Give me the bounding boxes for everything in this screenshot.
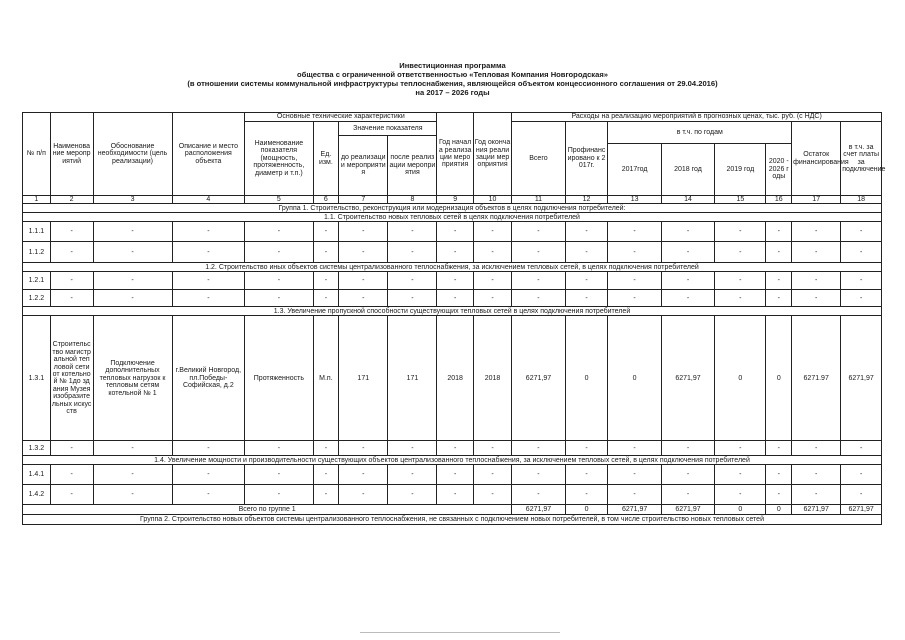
row-number: 1.3.1 — [23, 316, 51, 441]
col-2018-header: 2018 год — [661, 144, 714, 196]
empty-value-cell: - — [512, 222, 565, 242]
empty-value-cell: - — [388, 465, 437, 485]
row-financed: 0 — [565, 316, 608, 441]
empty-value-cell: - — [841, 485, 882, 505]
empty-value-cell: - — [792, 441, 841, 456]
column-numbers-row — [23, 196, 882, 204]
col-total-header: Всего — [512, 122, 565, 196]
group-2-heading: Группа 2. Строительство новых объектов системы централизованного теплоснабжения, не связанных с подключением новых потребителей, в том числе строительство новых тепловых сетей — [23, 515, 882, 525]
empty-value-cell: - — [715, 222, 766, 242]
empty-value-cell: - — [565, 222, 608, 242]
empty-value-cell: - — [313, 242, 339, 263]
value-group-header: Значение показателя — [339, 122, 437, 136]
empty-value-cell: - — [172, 485, 245, 505]
total-remaining: 6271,97 — [792, 505, 841, 515]
row-fee: 6271,97 — [841, 316, 882, 441]
empty-value-cell: - — [661, 465, 714, 485]
empty-value-cell: - — [172, 272, 245, 290]
col-fee-header: в т.ч. за счет платы за подключение — [841, 122, 882, 196]
empty-value-cell: - — [93, 242, 172, 263]
column-number: 12 — [565, 196, 608, 204]
empty-value-cell: - — [339, 465, 388, 485]
empty-value-cell: - — [565, 272, 608, 290]
empty-value-cell: - — [512, 441, 565, 456]
empty-value-cell: - — [512, 242, 565, 263]
costs-header: Расходы на реализацию мероприятий в прогнозных ценах, тыс. руб. (с НДС) — [512, 113, 882, 122]
empty-value-cell: - — [661, 242, 714, 263]
row-justification: Подключение дополнительных тепловых нагрузок к тепловым сетям котельной № 1 — [93, 316, 172, 441]
column-number: 15 — [715, 196, 766, 204]
section-1-3-heading: 1.3. Увеличение пропускной способности существующих тепловых сетей в целях подключения потребителей — [23, 307, 882, 316]
column-number: 11 — [512, 196, 565, 204]
empty-value-cell: - — [715, 290, 766, 307]
empty-value-cell: - — [715, 485, 766, 505]
empty-value-cell: - — [172, 222, 245, 242]
total-fee: 6271,97 — [841, 505, 882, 515]
empty-value-cell: - — [766, 485, 792, 505]
column-number: 3 — [93, 196, 172, 204]
total-sum: 6271,97 — [512, 505, 565, 515]
column-number: 17 — [792, 196, 841, 204]
empty-value-cell: - — [172, 242, 245, 263]
empty-value-cell: - — [50, 242, 93, 263]
empty-value-cell: - — [841, 290, 882, 307]
empty-value-cell: - — [661, 222, 714, 242]
empty-value-cell: - — [339, 441, 388, 456]
row-number: 1.4.1 — [23, 465, 51, 485]
empty-value-cell: - — [93, 441, 172, 456]
empty-value-cell: - — [437, 272, 473, 290]
col-year-end-header: Год окончания реализации мероприятия — [473, 113, 511, 196]
col-2017-header: 2017год — [608, 144, 661, 196]
row-year-start: 2018 — [437, 316, 473, 441]
section-1-4-heading: 1.4. Увеличение мощности и производительности существующих объектов централизованного теплоснабжения, за исключением тепловых сетей, в целях подключения потребителей — [23, 456, 882, 465]
empty-value-cell: - — [473, 485, 511, 505]
col-num-header: № п/п — [23, 113, 51, 196]
empty-value-cell: - — [172, 441, 245, 456]
empty-value-cell: - — [841, 272, 882, 290]
total-2019: 0 — [715, 505, 766, 515]
empty-value-cell: - — [565, 242, 608, 263]
section-1-1-heading: 1.1. Строительство новых тепловых сетей в целях подключения потребителей — [23, 213, 882, 222]
column-number: 14 — [661, 196, 714, 204]
row-value-before: 171 — [339, 316, 388, 441]
empty-value-cell: - — [766, 242, 792, 263]
empty-value-cell: - — [715, 441, 766, 456]
tech-characteristics-header: Основные технические характеристики — [245, 113, 437, 122]
empty-value-cell: - — [661, 272, 714, 290]
col-financed-header: Профинансировано к 2017г. — [565, 122, 608, 196]
col-remaining-header: Остаток финансирования — [792, 122, 841, 196]
empty-value-cell: - — [388, 222, 437, 242]
column-number: 10 — [473, 196, 511, 204]
empty-value-cell: - — [437, 290, 473, 307]
doc-title: Инвестиционная программа — [399, 61, 506, 70]
empty-value-cell: - — [473, 465, 511, 485]
empty-value-cell: - — [388, 272, 437, 290]
empty-value-cell: - — [437, 485, 473, 505]
row-number: 1.1.2 — [23, 242, 51, 263]
empty-value-cell: - — [93, 485, 172, 505]
row-2019: 0 — [715, 316, 766, 441]
empty-value-cell: - — [93, 222, 172, 242]
row-name: Строительство магистральной тепловой сети от котельной № 1до здания Музея изобразительных искусств — [50, 316, 93, 441]
empty-value-cell: - — [339, 290, 388, 307]
empty-value-cell: - — [766, 272, 792, 290]
table-row — [23, 441, 882, 456]
column-number: 18 — [841, 196, 882, 204]
section-1-2-heading: 1.2. Строительство иных объектов системы централизованного теплоснабжения, за исключением тепловых сетей, в целях подключения потребителей — [23, 263, 882, 272]
empty-value-cell: - — [473, 290, 511, 307]
row-number: 1.1.1 — [23, 222, 51, 242]
column-number: 9 — [437, 196, 473, 204]
col-unit-header: Ед. изм. — [313, 122, 339, 196]
empty-value-cell: - — [841, 465, 882, 485]
empty-value-cell: - — [93, 290, 172, 307]
empty-value-cell: - — [841, 242, 882, 263]
empty-value-cell: - — [792, 222, 841, 242]
table-row — [23, 465, 882, 485]
table-row — [23, 272, 882, 290]
empty-value-cell: - — [473, 441, 511, 456]
empty-value-cell: - — [766, 290, 792, 307]
total-group-1-label: Всего по группе 1 — [23, 505, 512, 515]
empty-value-cell: - — [388, 485, 437, 505]
empty-value-cell: - — [437, 242, 473, 263]
col-justification-header: Обоснование необходимости (цель реализации) — [93, 113, 172, 196]
column-number: 8 — [388, 196, 437, 204]
empty-value-cell: - — [841, 441, 882, 456]
empty-value-cell: - — [608, 465, 661, 485]
row-number: 1.2.2 — [23, 290, 51, 307]
column-number: 4 — [172, 196, 245, 204]
empty-value-cell: - — [473, 222, 511, 242]
empty-value-cell: - — [245, 465, 313, 485]
empty-value-cell: - — [608, 272, 661, 290]
empty-value-cell: - — [339, 242, 388, 263]
empty-value-cell: - — [339, 272, 388, 290]
empty-value-cell: - — [565, 485, 608, 505]
empty-value-cell: - — [565, 465, 608, 485]
col-description-header: Описание и место расположения объекта — [172, 113, 245, 196]
column-number: 2 — [50, 196, 93, 204]
empty-value-cell: - — [313, 441, 339, 456]
empty-value-cell: - — [437, 222, 473, 242]
row-number: 1.2.1 — [23, 272, 51, 290]
total-2018: 6271,97 — [661, 505, 714, 515]
col-indicator-header: Наименование показателя (мощность, протяженность, диаметр и т.п.) — [245, 122, 313, 196]
empty-value-cell: - — [792, 272, 841, 290]
empty-value-cell: - — [512, 485, 565, 505]
empty-value-cell: - — [766, 441, 792, 456]
empty-value-cell: - — [339, 222, 388, 242]
column-number: 6 — [313, 196, 339, 204]
empty-value-cell: - — [608, 290, 661, 307]
empty-value-cell: - — [608, 242, 661, 263]
empty-value-cell: - — [388, 290, 437, 307]
empty-value-cell: - — [172, 290, 245, 307]
page-footer-rule — [360, 632, 560, 633]
empty-value-cell: - — [388, 242, 437, 263]
empty-value-cell: - — [93, 465, 172, 485]
empty-value-cell: - — [313, 272, 339, 290]
table-row — [23, 242, 882, 263]
empty-value-cell: - — [608, 485, 661, 505]
empty-value-cell: - — [792, 242, 841, 263]
empty-value-cell: - — [661, 290, 714, 307]
row-indicator: Протяженность — [245, 316, 313, 441]
empty-value-cell: - — [313, 485, 339, 505]
empty-value-cell: - — [792, 485, 841, 505]
col-2019-header: 2019 год — [715, 144, 766, 196]
empty-value-cell: - — [50, 222, 93, 242]
empty-value-cell: - — [172, 465, 245, 485]
empty-value-cell: - — [388, 441, 437, 456]
empty-value-cell: - — [715, 242, 766, 263]
doc-subtitle-system: (в отношении системы коммунальной инфраструктуры теплоснабжения, являющейся объектом концессионного соглашения от 29.04.2016) — [187, 79, 718, 88]
row-year-end: 2018 — [473, 316, 511, 441]
empty-value-cell: - — [313, 222, 339, 242]
table-row-1-3-1 — [23, 316, 882, 441]
row-description: г.Великий Новгород, пл.Победы-Софийская, д.2 — [172, 316, 245, 441]
empty-value-cell: - — [50, 272, 93, 290]
row-unit: М.п. — [313, 316, 339, 441]
empty-value-cell: - — [245, 242, 313, 263]
table-row — [23, 290, 882, 307]
total-2017: 6271,97 — [608, 505, 661, 515]
table-row — [23, 222, 882, 242]
doc-subtitle-period: на 2017 – 2026 годы — [415, 88, 490, 97]
empty-value-cell: - — [661, 485, 714, 505]
empty-value-cell: - — [313, 465, 339, 485]
empty-value-cell: - — [437, 441, 473, 456]
table-row — [23, 485, 882, 505]
empty-value-cell: - — [50, 465, 93, 485]
col-2020-2026-header: 2020 - 2026 годы — [766, 144, 792, 196]
empty-value-cell: - — [608, 222, 661, 242]
empty-value-cell: - — [93, 272, 172, 290]
column-number: 5 — [245, 196, 313, 204]
column-number: 1 — [23, 196, 51, 204]
row-2020-2026: 0 — [766, 316, 792, 441]
empty-value-cell: - — [313, 290, 339, 307]
empty-value-cell: - — [50, 485, 93, 505]
row-2017: 0 — [608, 316, 661, 441]
row-remaining: 6271.97 — [792, 316, 841, 441]
row-number: 1.3.2 — [23, 441, 51, 456]
empty-value-cell: - — [245, 272, 313, 290]
empty-value-cell: - — [245, 290, 313, 307]
row-number: 1.4.2 — [23, 485, 51, 505]
empty-value-cell: - — [792, 290, 841, 307]
row-2018: 6271,97 — [661, 316, 714, 441]
empty-value-cell: - — [715, 272, 766, 290]
empty-value-cell: - — [245, 441, 313, 456]
doc-subtitle-company: общества с ограниченной ответственностью «Тепловая Компания Новгородская» — [297, 70, 608, 79]
empty-value-cell: - — [473, 272, 511, 290]
total-group-1-row — [23, 505, 882, 515]
empty-value-cell: - — [661, 441, 714, 456]
empty-value-cell: - — [841, 222, 882, 242]
empty-value-cell: - — [766, 465, 792, 485]
column-number: 16 — [766, 196, 792, 204]
col-year-start-header: Год начала реализации мероприятия — [437, 113, 473, 196]
total-2020-2026: 0 — [766, 505, 792, 515]
row-value-after: 171 — [388, 316, 437, 441]
empty-value-cell: - — [512, 465, 565, 485]
empty-value-cell: - — [715, 465, 766, 485]
column-number: 13 — [608, 196, 661, 204]
empty-value-cell: - — [339, 485, 388, 505]
col-before-header: до реализации мероприятия — [339, 136, 388, 196]
empty-value-cell: - — [512, 272, 565, 290]
row-total: 6271,97 — [512, 316, 565, 441]
investment-table — [22, 112, 886, 525]
by-years-header: в т.ч. по годам — [608, 122, 792, 144]
empty-value-cell: - — [437, 465, 473, 485]
empty-value-cell: - — [50, 441, 93, 456]
empty-value-cell: - — [512, 290, 565, 307]
empty-value-cell: - — [473, 242, 511, 263]
col-name-header: Наименование мероприятий — [50, 113, 93, 196]
empty-value-cell: - — [245, 485, 313, 505]
col-after-header: после реализации мероприятия — [388, 136, 437, 196]
empty-value-cell: - — [245, 222, 313, 242]
empty-value-cell: - — [50, 290, 93, 307]
column-number: 7 — [339, 196, 388, 204]
empty-value-cell: - — [792, 465, 841, 485]
total-financed: 0 — [565, 505, 608, 515]
empty-value-cell: - — [565, 441, 608, 456]
empty-value-cell: - — [766, 222, 792, 242]
empty-value-cell: - — [565, 290, 608, 307]
group-1-heading: Группа 1. Строительство, реконструкция или модернизация объектов в целях подключения потребителей: — [23, 204, 882, 213]
empty-value-cell: - — [608, 441, 661, 456]
